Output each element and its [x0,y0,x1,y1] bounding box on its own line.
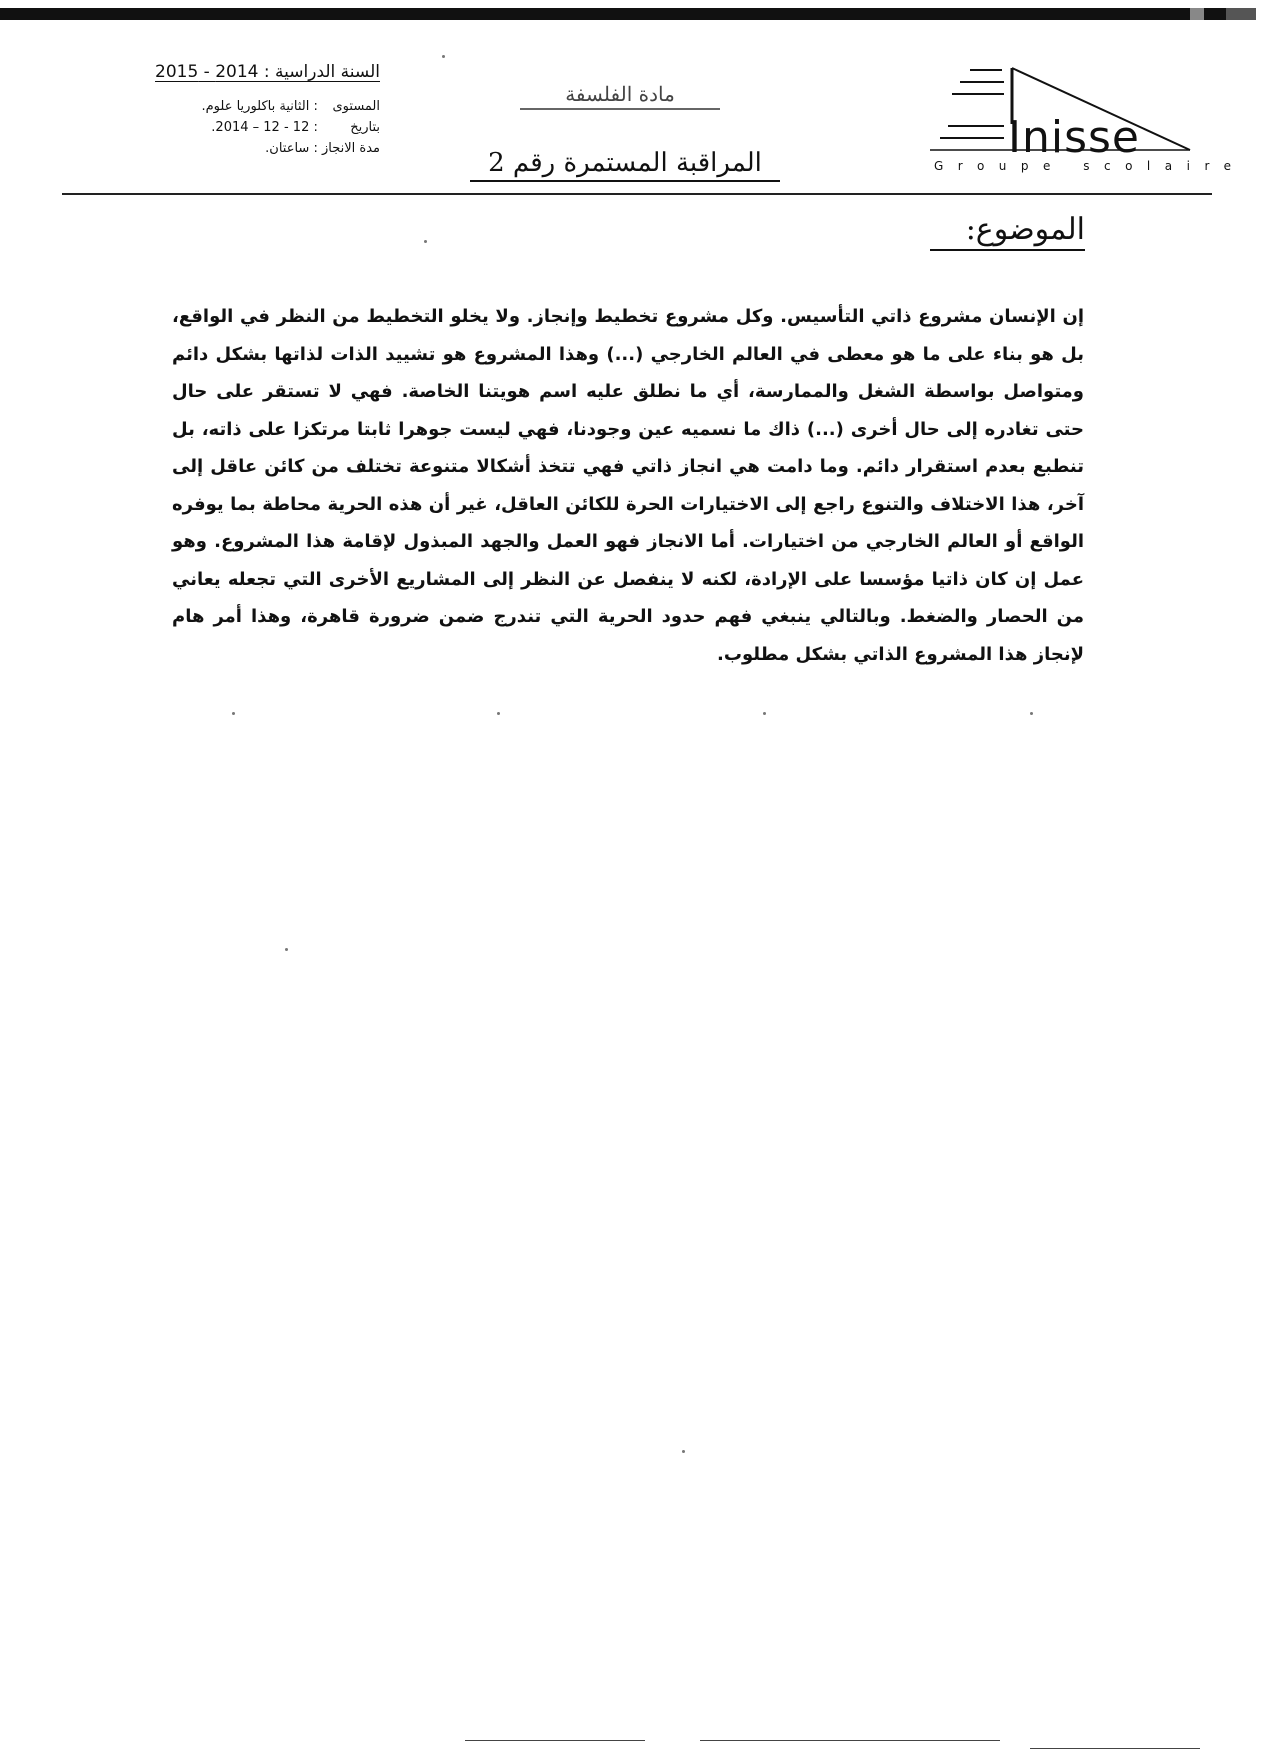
exam-title: المراقبة المستمرة رقم 2 [470,148,780,182]
exam-info-block [110,62,380,159]
info-date: بتاريخ : 12 - 12 – 2014. [211,120,380,135]
scan-top-border [0,8,1256,20]
section-title: الموضوع: [930,212,1085,251]
subject-title: مادة الفلسفة [520,82,720,110]
school-year: السنة الدراسية : 2014 - 2015 [155,62,380,82]
info-level: المستوى : الثانية باكلوريا علوم. [201,99,380,114]
info-duration: مدة الانجاز : ساعتان. [265,141,380,156]
school-logo [930,64,1246,174]
subject-text: إن الإنسان مشروع ذاتي التأسيس. وكل مشروع تخطيط وإنجاز. ولا يخلو التخطيط من النظر في الواقع، بل هو بناء على ما هو معطى في العالم الخارجي (...) وهذا المشروع هو تشييد الذات لذاتها بشكل دائم ومتواصل بواسطة الشغل والممارسة، أي ما نطلق عليه اسم هويتنا الخاصة. فهي لا تستقر على حال حتى تغادره إلى حال أخرى (...) ذاك ما نسميه عين وجودنا، فهي ليست جوهرا ثابتا مرتكزا على ذاته، بل تنطبع بعدم استقرار دائم. وما دامت هي انجاز ذاتي فهي تتخذ أشكالا متنوعة تختلف من كائن عاقل إلى آخر، هذا الاختلاف والتنوع راجع إلى الاختيارات الحرة للكائن العاقل، غير أن هذه الحرية محاطة بما يوفره الواقع أو العالم الخارجي من اختيارات. أما الانجاز فهو العمل والجهد المبذول لإقامة هذا المشروع. وهو عمل إن كان ذاتيا مؤسسا على الإرادة، لكنه لا ينفصل عن النظر إلى المشاريع الأخرى التي تجعله يعاني من الحصار والضغط. وبالتالي ينبغي فهم حدود الحرية التي تندرج ضمن ضرورة قاهرة، وهذا أمر هام لإنجاز هذا المشروع الذاتي بشكل مطلوب. [172,306,1084,665]
logo-name: Inisse [1008,112,1141,163]
logo-subtitle: Groupe scolaire [934,159,1246,173]
header-divider [62,193,1212,195]
